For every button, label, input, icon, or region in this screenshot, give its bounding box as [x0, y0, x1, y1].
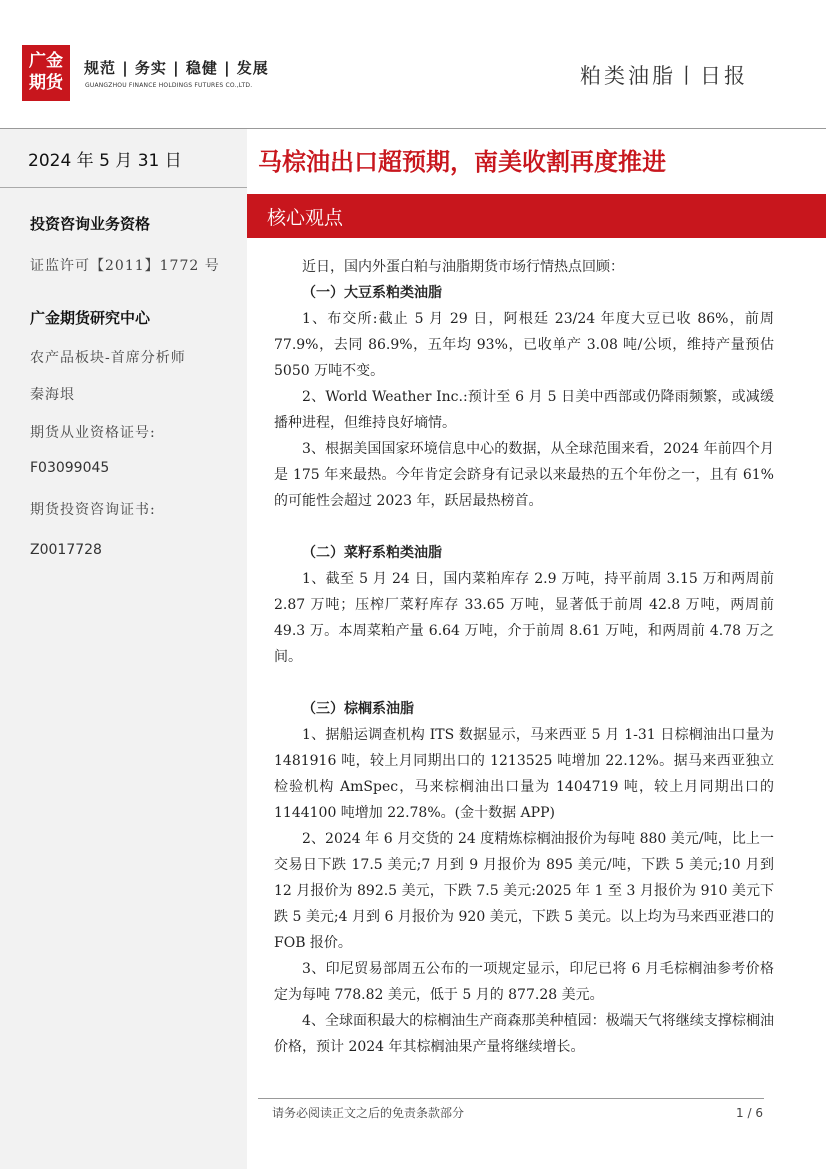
sidebar-divider — [0, 187, 247, 188]
advisory-cert-label: 期货投资咨询证书: — [30, 502, 156, 518]
spacer — [274, 514, 774, 540]
section-title: 核心观点 — [267, 207, 344, 229]
research-center: 广金期货研究中心 — [30, 309, 151, 327]
rapeseed-paragraph-1: 1、截至 5 月 24 日，国内菜粕库存 2.9 万吨，持平前周 3.15 万和两周前 2.87 万吨；压榨厂菜籽库存 33.65 万吨，显著低于前周 42.8 万吨，两周前 49.3 万。本周菜粕产量 6.64 万吨，介于前周 8.61 万吨，和两周前 4.78 万之间。 — [274, 571, 774, 665]
page-number: 1 / 6 — [736, 1106, 763, 1120]
footer-divider — [258, 1098, 764, 1099]
company-slogan: 规范 | 务实 | 稳健 | 发展 — [84, 59, 269, 77]
report-body — [274, 254, 774, 1060]
analyst-name: 秦海垠 — [30, 387, 75, 403]
qualification-title: 投资咨询业务资格 — [30, 215, 151, 233]
logo-line-1: 广金 — [29, 51, 63, 71]
soy-section-title: （一）大豆系粕类油脂 — [302, 285, 442, 301]
soy-paragraph-2: 2、World Weather Inc.:预计至 6 月 5 日美中西部或仍降雨频繁，或减缓播种进程，但维持良好墒情。 — [274, 389, 774, 431]
palm-paragraph-4: 4、全球面积最大的棕榈油生产商森那美种植园：极端天气将继续支撑棕榈油价格，预计 2024 年其棕榈油果产量将继续增长。 — [274, 1013, 774, 1055]
futures-cert-label: 期货从业资格证号: — [30, 425, 156, 441]
palm-paragraph-1: 1、据船运调查机构 ITS 数据显示，马来西亚 5 月 1-31 日棕榈油出口量为 1481916 吨，较上月同期出口的 1213525 吨增加 22.12%。据马来西亚独立检验机构 AmSpec，马来棕榈油出口量为 1404719 吨，较上月同期出口的 1144100 吨增加 22.78%。(金十数据 APP) — [274, 727, 774, 821]
advisory-cert-number: Z0017728 — [30, 542, 102, 558]
futures-cert-number: F03099045 — [30, 460, 110, 476]
company-english-name: GUANGZHOU FINANCE HOLDINGS FUTURES CO.,LTD. — [85, 82, 253, 89]
report-type: 粕类油脂丨日报 — [580, 64, 748, 88]
report-headline: 马棕油出口超预期，南美收割再度推进 — [258, 148, 666, 176]
spacer — [274, 670, 774, 696]
rapeseed-section-title: （二）菜籽系粕类油脂 — [302, 545, 442, 561]
soy-paragraph-1: 1、布交所:截止 5 月 29 日，阿根廷 23/24 年度大豆已收 86%，前周 77.9%，去同 86.9%，五年均 93%，已收单产 3.08 吨/公顷，维持产量预估 5050 万吨不变。 — [274, 311, 774, 379]
disclaimer-note: 请务必阅读正文之后的免责条款部分 — [272, 1106, 465, 1120]
logo-line-2: 期货 — [29, 73, 63, 93]
soy-paragraph-3: 3、根据美国国家环境信息中心的数据，从全球范围来看，2024 年前四个月是 175 年来最热。今年肯定会跻身有记录以来最热的五个年份之一，且有 61%的可能性会超过 2023 年，跃居最热榜首。 — [274, 441, 774, 509]
palm-section-title: （三）棕榈系油脂 — [302, 701, 414, 717]
company-logo — [22, 45, 70, 101]
sidebar — [0, 129, 247, 1169]
palm-paragraph-2: 2、2024 年 6 月交货的 24 度精炼棕榈油报价为每吨 880 美元/吨，比上一交易日下跌 17.5 美元;7 月到 9 月报价为 895 美元/吨，下跌 5 美元;10 月到 12 月报价为 892.5 美元，下跌 7.5 美元:2025 年 1 至 3 月报价为 910 美元下跌 5 美元;4 月到 6 月报价为 920 美元，下跌 5 美元。以上均为马来西亚港口的 FOB 报价。 — [274, 831, 774, 951]
license-number: 证监许可【2011】1772 号 — [30, 258, 220, 274]
report-date: 2024 年 5 月 31 日 — [28, 151, 182, 171]
intro-paragraph: 近日，国内外蛋白粕与油脂期货市场行情热点回顾： — [302, 259, 624, 275]
analyst-role: 农产品板块-首席分析师 — [30, 350, 186, 366]
palm-paragraph-3: 3、印尼贸易部周五公布的一项规定显示，印尼已将 6 月毛棕榈油参考价格定为每吨 778.82 美元，低于 5 月的 877.28 美元。 — [274, 961, 774, 1003]
